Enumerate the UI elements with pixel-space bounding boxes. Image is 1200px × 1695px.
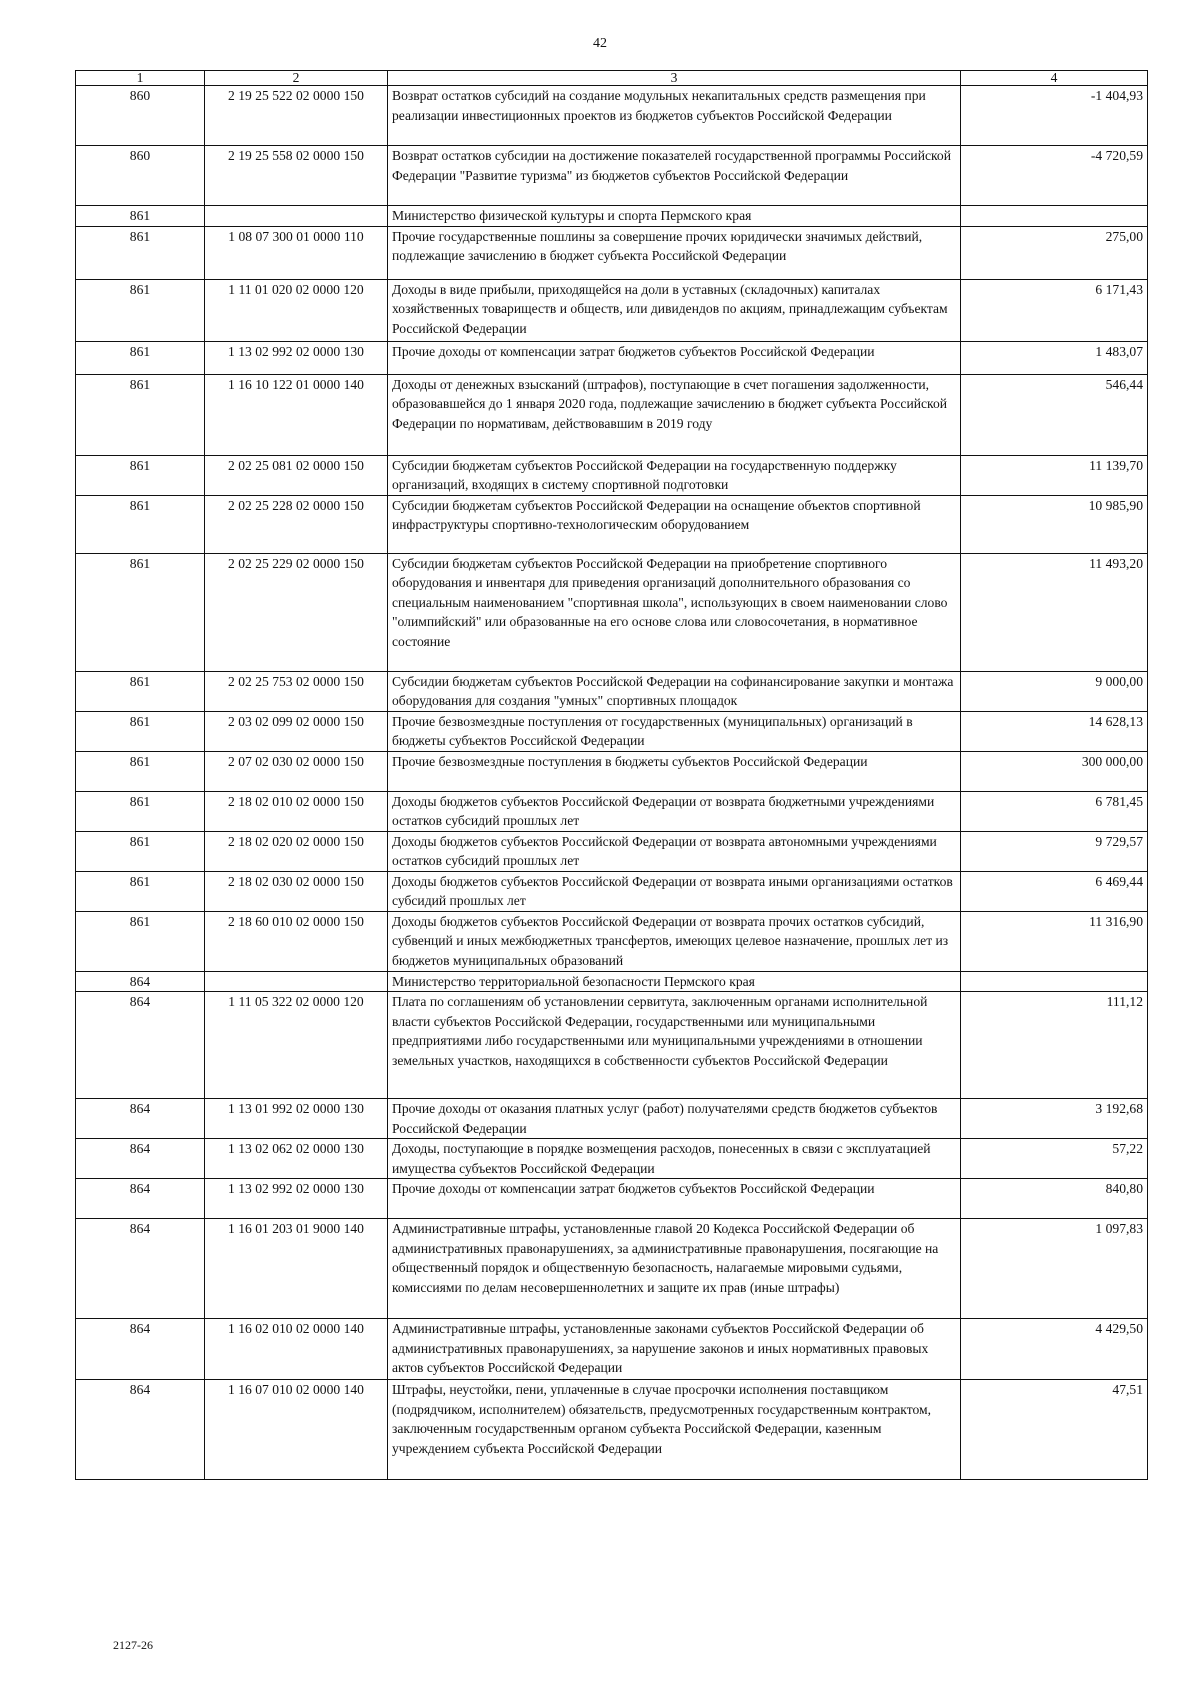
revenue-code-cell: 1 11 01 020 02 0000 120 [205,279,388,341]
revenue-name-cell: Прочие государственные пошлины за совершение прочих юридически значимых действий, подлежащие зачислению в бюджет субъекта Российской Федерации [388,226,961,279]
amount-cell: 11 139,70 [961,455,1148,495]
admin-code-cell: 861 [76,206,205,227]
amount-cell: 111,12 [961,992,1148,1099]
revenue-code-cell: 2 02 25 081 02 0000 150 [205,455,388,495]
revenue-code-cell: 1 16 07 010 02 0000 140 [205,1380,388,1480]
budget-revenue-table [75,70,1148,1480]
amount-cell: -1 404,93 [961,86,1148,146]
revenue-code-cell: 1 13 02 992 02 0000 130 [205,1179,388,1219]
revenue-name-cell: Прочие безвозмездные поступления в бюджеты субъектов Российской Федерации [388,751,961,791]
amount-cell: 10 985,90 [961,495,1148,553]
revenue-code-cell: 2 19 25 522 02 0000 150 [205,86,388,146]
revenue-code-cell [205,971,388,992]
amount-cell: 14 628,13 [961,711,1148,751]
table-row [76,279,1148,341]
revenue-code-cell: 2 02 25 753 02 0000 150 [205,671,388,711]
table-row [76,146,1148,206]
revenue-code-cell: 1 11 05 322 02 0000 120 [205,992,388,1099]
amount-cell: 1 483,07 [961,341,1148,374]
revenue-name-cell: Прочие доходы от компенсации затрат бюджетов субъектов Российской Федерации [388,1179,961,1219]
table-row [76,831,1148,871]
amount-cell: 6 469,44 [961,871,1148,911]
amount-cell: 47,51 [961,1380,1148,1480]
admin-code-cell: 861 [76,374,205,455]
admin-code-cell: 861 [76,831,205,871]
header-row [76,71,1148,86]
table-row [76,86,1148,146]
amount-cell: 9 729,57 [961,831,1148,871]
revenue-code-cell: 1 16 01 203 01 9000 140 [205,1219,388,1319]
table-row [76,455,1148,495]
admin-code-cell: 864 [76,1179,205,1219]
admin-code-cell: 861 [76,791,205,831]
revenue-code-cell: 2 02 25 229 02 0000 150 [205,553,388,671]
amount-cell: 3 192,68 [961,1099,1148,1139]
table-row [76,495,1148,553]
admin-code-cell: 861 [76,553,205,671]
admin-code-cell: 861 [76,911,205,971]
table-row [76,671,1148,711]
table-row [76,871,1148,911]
table-row [76,791,1148,831]
table-row [76,711,1148,751]
table-row [76,226,1148,279]
admin-code-cell: 861 [76,871,205,911]
admin-code-cell: 864 [76,1099,205,1139]
revenue-name-cell: Административные штрафы, установленные законами субъектов Российской Федерации об административных правонарушениях, за нарушение законов и иных нормативных правовых актов субъектов Российской Федерации [388,1319,961,1380]
revenue-name-cell: Доходы бюджетов субъектов Российской Федерации от возврата бюджетными учреждениями остатков субсидий прошлых лет [388,791,961,831]
column-header-1: 1 [76,71,205,86]
revenue-code-cell: 2 03 02 099 02 0000 150 [205,711,388,751]
table-row [76,1219,1148,1319]
document-code: 2127-26 [113,1638,153,1652]
amount-cell: -4 720,59 [961,146,1148,206]
revenue-code-cell: 1 08 07 300 01 0000 110 [205,226,388,279]
table-row [76,374,1148,455]
admin-code-cell: 861 [76,341,205,374]
revenue-name-cell: Прочие доходы от компенсации затрат бюджетов субъектов Российской Федерации [388,341,961,374]
revenue-name-cell: Субсидии бюджетам субъектов Российской Федерации на государственную поддержку организаций, входящих в систему спортивной подготовки [388,455,961,495]
admin-code-cell: 861 [76,495,205,553]
amount-cell: 57,22 [961,1139,1148,1179]
table-row [76,1319,1148,1380]
column-header-2: 2 [205,71,388,86]
table-row [76,1099,1148,1139]
amount-cell: 840,80 [961,1179,1148,1219]
revenue-name-cell: Штрафы, неустойки, пени, уплаченные в случае просрочки исполнения поставщиком (подрядчиком, исполнителем) обязательств, предусмотренных государственным контрактом, заключенным государственным органом субъекта Российской Федерации, казенным учреждением субъекта Российской Федерации [388,1380,961,1480]
table-row [76,971,1148,992]
revenue-code-cell: 2 02 25 228 02 0000 150 [205,495,388,553]
admin-code-cell: 861 [76,671,205,711]
amount-cell: 11 316,90 [961,911,1148,971]
revenue-name-cell: Доходы бюджетов субъектов Российской Федерации от возврата автономными учреждениями остатков субсидий прошлых лет [388,831,961,871]
admin-code-cell: 861 [76,455,205,495]
amount-cell: 546,44 [961,374,1148,455]
amount-cell: 6 171,43 [961,279,1148,341]
amount-cell: 6 781,45 [961,791,1148,831]
revenue-code-cell: 1 13 02 062 02 0000 130 [205,1139,388,1179]
table-body [76,86,1148,1480]
table-row [76,992,1148,1099]
amount-cell [961,971,1148,992]
revenue-name-cell: Доходы бюджетов субъектов Российской Федерации от возврата прочих остатков субсидий, субвенций и иных межбюджетных трансфертов, имеющих целевое назначение, прошлых лет из бюджетов муниципальных образований [388,911,961,971]
revenue-code-cell: 2 19 25 558 02 0000 150 [205,146,388,206]
revenue-code-cell: 2 18 02 010 02 0000 150 [205,791,388,831]
table-row [76,206,1148,227]
admin-code-cell: 860 [76,86,205,146]
admin-code-cell: 861 [76,711,205,751]
admin-code-cell: 861 [76,226,205,279]
admin-code-cell: 861 [76,751,205,791]
admin-code-cell: 864 [76,1319,205,1380]
admin-code-cell: 864 [76,992,205,1099]
revenue-code-cell: 1 16 02 010 02 0000 140 [205,1319,388,1380]
admin-code-cell: 860 [76,146,205,206]
admin-code-cell: 864 [76,971,205,992]
revenue-name-cell: Доходы в виде прибыли, приходящейся на доли в уставных (складочных) капиталах хозяйственных товариществ и обществ, или дивидендов по акциям, принадлежащим субъектам Российской Федерации [388,279,961,341]
revenue-code-cell: 2 18 60 010 02 0000 150 [205,911,388,971]
admin-code-cell: 861 [76,279,205,341]
revenue-name-cell: Прочие безвозмездные поступления от государственных (муниципальных) организаций в бюджеты субъектов Российской Федерации [388,711,961,751]
amount-cell [961,206,1148,227]
amount-cell: 9 000,00 [961,671,1148,711]
table-row [76,1179,1148,1219]
revenue-code-cell: 1 13 02 992 02 0000 130 [205,341,388,374]
table-row [76,751,1148,791]
revenue-code-cell: 2 18 02 030 02 0000 150 [205,871,388,911]
revenue-name-cell: Доходы от денежных взысканий (штрафов), поступающие в счет погашения задолженности, образовавшейся до 1 января 2020 года, подлежащие зачислению в бюджет субъекта Российской Федерации по нормативам, действовавшим в 2019 году [388,374,961,455]
revenue-name-cell: Субсидии бюджетам субъектов Российской Федерации на софинансирование закупки и монтажа оборудования для создания "умных" спортивных площадок [388,671,961,711]
admin-code-cell: 864 [76,1219,205,1319]
table-row [76,553,1148,671]
table-row [76,1139,1148,1179]
table-row [76,341,1148,374]
revenue-code-cell [205,206,388,227]
revenue-name-cell: Министерство территориальной безопасности Пермского края [388,971,961,992]
revenue-name-cell: Прочие доходы от оказания платных услуг (работ) получателями средств бюджетов субъектов Российской Федерации [388,1099,961,1139]
revenue-name-cell: Субсидии бюджетам субъектов Российской Федерации на оснащение объектов спортивной инфраструктуры спортивно-технологическим оборудованием [388,495,961,553]
amount-cell: 4 429,50 [961,1319,1148,1380]
amount-cell: 11 493,20 [961,553,1148,671]
admin-code-cell: 864 [76,1380,205,1480]
table-row [76,911,1148,971]
column-header-3: 3 [388,71,961,86]
revenue-name-cell: Возврат остатков субсидии на достижение показателей государственной программы Российской Федерации "Развитие туризма" из бюджетов субъектов Российской Федерации [388,146,961,206]
revenue-code-cell: 2 07 02 030 02 0000 150 [205,751,388,791]
amount-cell: 1 097,83 [961,1219,1148,1319]
revenue-name-cell: Доходы, поступающие в порядке возмещения расходов, понесенных в связи с эксплуатацией имущества субъектов Российской Федерации [388,1139,961,1179]
revenue-code-cell: 2 18 02 020 02 0000 150 [205,831,388,871]
revenue-name-cell: Возврат остатков субсидий на создание модульных некапитальных средств размещения при реализации инвестиционных проектов из бюджетов субъектов Российской Федерации [388,86,961,146]
amount-cell: 275,00 [961,226,1148,279]
revenue-name-cell: Административные штрафы, установленные главой 20 Кодекса Российской Федерации об административных правонарушениях, за административные правонарушения, посягающие на общественный порядок и общественную безопасность, налагаемые мировыми судьями, комиссиями по делам несовершеннолетних и защите их прав (иные штрафы) [388,1219,961,1319]
column-header-4: 4 [961,71,1148,86]
revenue-name-cell: Министерство физической культуры и спорта Пермского края [388,206,961,227]
revenue-code-cell: 1 16 10 122 01 0000 140 [205,374,388,455]
revenue-name-cell: Субсидии бюджетам субъектов Российской Федерации на приобретение спортивного оборудования и инвентаря для приведения организаций дополнительного образования со специальным наименованием "спортивная школа", использующих в своем наименовании слово "олимпийский" или образованные на его основе слова или словосочетания, в нормативное состояние [388,553,961,671]
amount-cell: 300 000,00 [961,751,1148,791]
revenue-name-cell: Плата по соглашениям об установлении сервитута, заключенным органами исполнительной власти субъектов Российской Федерации, государственными или муниципальными предприятиями либо государственными или муниципальными учреждениями в отношении земельных участков, находящихся в собственности субъектов Российской Федерации [388,992,961,1099]
table-row [76,1380,1148,1480]
admin-code-cell: 864 [76,1139,205,1179]
revenue-code-cell: 1 13 01 992 02 0000 130 [205,1099,388,1139]
revenue-name-cell: Доходы бюджетов субъектов Российской Федерации от возврата иными организациями остатков субсидий прошлых лет [388,871,961,911]
page-number: 42 [593,36,607,51]
